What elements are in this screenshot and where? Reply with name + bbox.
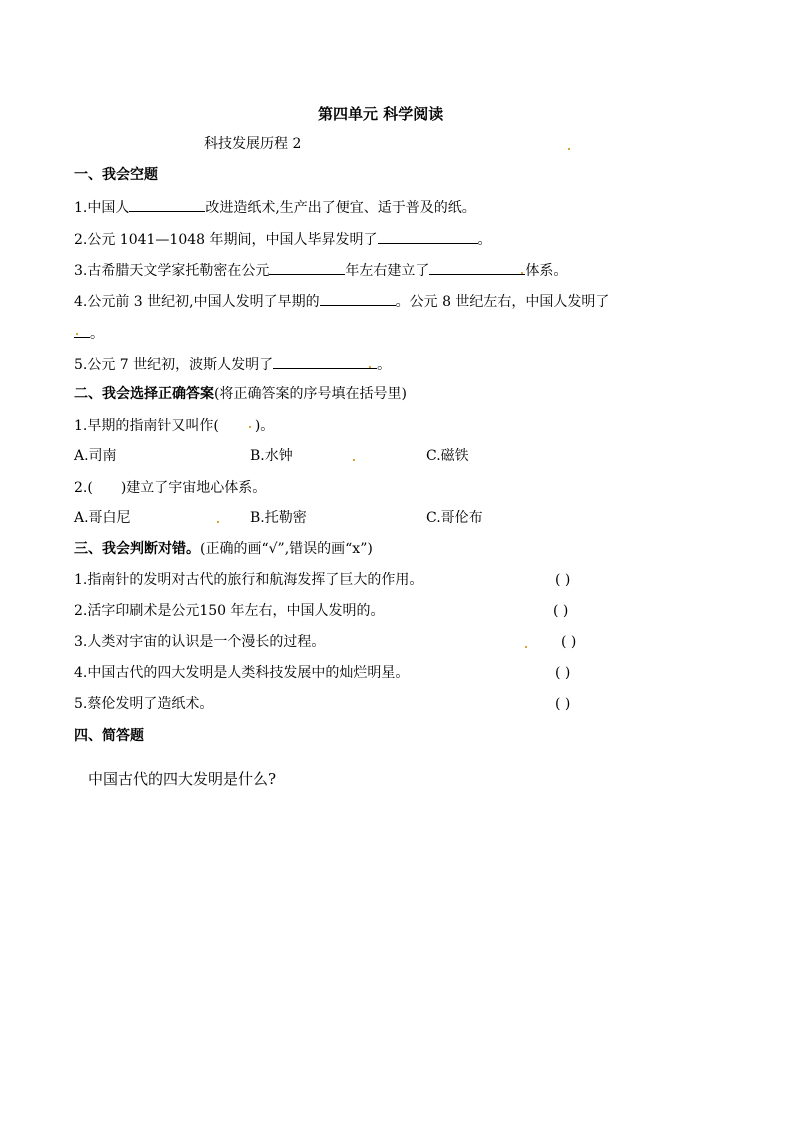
choice-option[interactable]: C.哥伦布	[426, 510, 483, 526]
fill-question-4: 4.公元前 3 世纪初,中国人发明了早期的 。公元 8 世纪左右，中国人发明了	[74, 290, 609, 312]
judge-answer-paren[interactable]: ( )	[555, 665, 571, 681]
decorative-dot	[521, 272, 523, 274]
answer-blank[interactable]	[269, 259, 345, 275]
judge-item: 5.蔡伦发明了造纸术。	[74, 696, 214, 712]
answer-blank[interactable]	[429, 259, 525, 275]
choice-question-2: 2.( )建立了宇宙地心体系。	[74, 477, 266, 498]
judge-answer-paren[interactable]: ( )	[553, 603, 569, 619]
short-answer-question: 中国古代的四大发明是什么?	[88, 770, 277, 788]
fill-question-4-cont: 。	[74, 322, 104, 344]
choice-question-1: 1.早期的指南针又叫作( )。	[74, 415, 274, 436]
answer-blank[interactable]	[129, 196, 205, 212]
section-heading-choice: 二、我会选择正确答案(将正确答案的序号填在括号里)	[74, 386, 407, 402]
judge-item: 2.活字印刷术是公元150 年左右，中国人发明的。	[74, 603, 385, 619]
answer-blank[interactable]	[320, 290, 396, 306]
choice-option[interactable]: C.磁铁	[426, 448, 469, 464]
judge-item: 3.人类对宇宙的认识是一个漫长的过程。	[74, 634, 326, 650]
page-title: 第四单元 科学阅读	[318, 105, 444, 123]
decorative-dot	[76, 333, 78, 335]
choice-option[interactable]: B.托勒密	[250, 510, 307, 526]
decorative-dot	[568, 148, 570, 150]
answer-blank[interactable]	[378, 228, 478, 244]
decorative-dot	[525, 646, 527, 648]
answer-blank[interactable]	[273, 353, 377, 369]
section-heading-fill-in: 一、我会空题	[74, 167, 158, 183]
decorative-dot	[369, 366, 371, 368]
fill-question-3: 3.古希腊天文学家托勒密在公元 年左右建立了 体系。	[74, 259, 567, 281]
judge-item: 4.中国古代的四大发明是人类科技发展中的灿烂明星。	[74, 665, 410, 681]
section-heading-short-answer: 四、简答题	[74, 728, 144, 744]
choice-option[interactable]: A.哥白尼	[74, 510, 131, 526]
decorative-dot	[249, 426, 251, 428]
choice-option[interactable]: B.水钟	[250, 448, 293, 464]
judge-answer-paren[interactable]: ( )	[555, 572, 571, 588]
decorative-dot	[353, 459, 355, 461]
judge-item: 1.指南针的发明对古代的旅行和航海发挥了巨大的作用。	[74, 572, 424, 588]
judge-answer-paren[interactable]: ( )	[555, 696, 571, 712]
page-subtitle: 科技发展历程 2	[204, 136, 302, 152]
choice-option[interactable]: A.司南	[74, 448, 117, 464]
section-heading-true-false: 三、我会判断对错。(正确的画“√”,错误的画“x”)	[74, 541, 373, 557]
decorative-dot	[217, 521, 219, 523]
fill-question-2: 2.公元 1041—1048 年期间，中国人毕昇发明了 。	[74, 228, 492, 250]
fill-question-5: 5.公元 7 世纪初，波斯人发明了 。	[74, 353, 391, 375]
answer-blank[interactable]	[74, 322, 90, 338]
judge-answer-paren[interactable]: ( )	[561, 634, 577, 650]
fill-question-1: 1.中国人 改进造纸术,生产出了便宜、适于普及的纸。	[74, 196, 476, 218]
answer-slot[interactable]	[93, 477, 121, 492]
